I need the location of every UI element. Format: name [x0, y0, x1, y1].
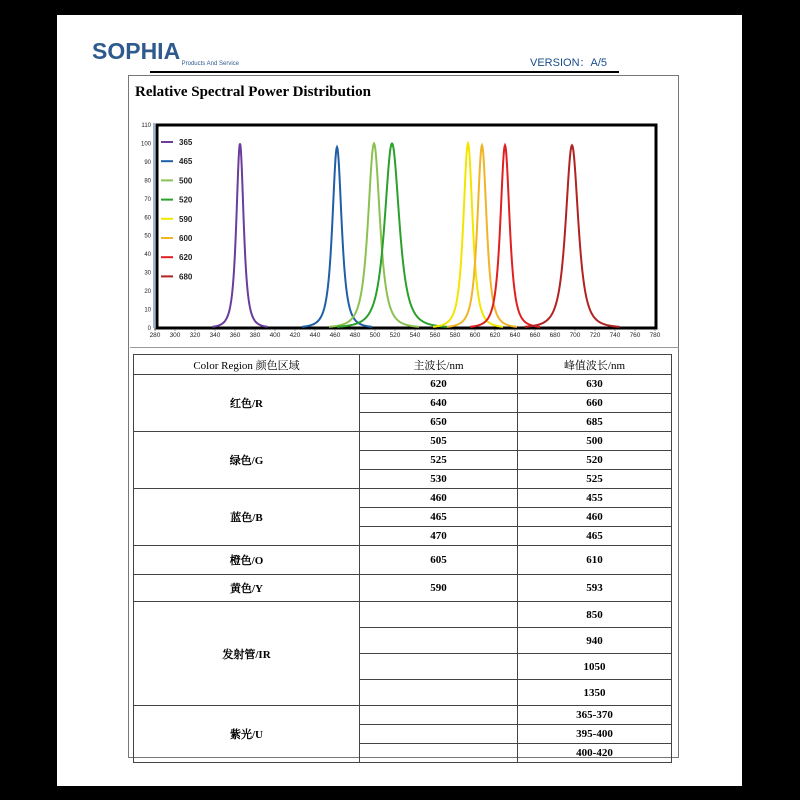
dominant-wavelength-cell [360, 654, 518, 680]
peak-wavelength-cell: 685 [518, 413, 672, 432]
dominant-wavelength-cell: 525 [360, 451, 518, 470]
peak-wavelength-cell: 465 [518, 527, 672, 546]
x-tick-label: 440 [309, 332, 321, 339]
legend-label-600: 600 [179, 234, 193, 243]
peak-wavelength-cell: 460 [518, 508, 672, 527]
region-cell: 黄色/Y [134, 575, 360, 602]
region-cell: 绿色/G [134, 432, 360, 489]
dominant-wavelength-cell [360, 628, 518, 654]
x-tick-label: 420 [289, 332, 301, 339]
dominant-wavelength-cell: 460 [360, 489, 518, 508]
x-tick-label: 400 [269, 332, 281, 339]
x-tick-label: 760 [629, 332, 641, 339]
x-tick-label: 660 [529, 332, 541, 339]
x-tick-label: 700 [569, 332, 581, 339]
peak-wavelength-cell: 455 [518, 489, 672, 508]
legend-label-365: 365 [179, 138, 193, 147]
table-row [134, 375, 672, 394]
table-header-row [134, 355, 672, 375]
x-tick-label: 560 [429, 332, 441, 339]
dominant-wavelength-cell [360, 706, 518, 725]
peak-wavelength-cell: 525 [518, 470, 672, 489]
legend-label-465: 465 [179, 157, 193, 167]
x-tick-label: 600 [469, 332, 481, 339]
x-tick-label: 380 [249, 332, 261, 339]
x-tick-label: 300 [169, 332, 181, 339]
y-tick-label: 100 [140, 141, 151, 148]
table-row [134, 432, 672, 451]
x-tick-label: 740 [609, 332, 621, 339]
sophia-logo [92, 39, 239, 67]
series-line-520 [337, 143, 447, 326]
x-tick-label: 460 [329, 332, 341, 339]
table-row [134, 706, 672, 725]
peak-wavelength-cell: 610 [518, 546, 672, 575]
spectral-chart [135, 117, 670, 342]
y-tick-label: 30 [144, 270, 151, 277]
region-cell: 发射管/IR [134, 602, 360, 706]
section-divider [130, 347, 679, 348]
x-tick-label: 520 [389, 332, 401, 339]
version-label: VERSION：A/5 [530, 57, 608, 69]
x-tick-label: 320 [189, 332, 201, 339]
y-tick-label: 80 [144, 178, 151, 185]
x-tick-label: 620 [489, 332, 501, 339]
x-tick-label: 680 [549, 332, 561, 339]
dominant-wavelength-cell: 650 [360, 413, 518, 432]
dominant-wavelength-cell: 620 [360, 375, 518, 394]
peak-wavelength-cell: 395-400 [518, 725, 672, 744]
peak-wavelength-cell: 850 [518, 602, 672, 628]
region-cell: 红色/R [134, 375, 360, 432]
header-color-region: Color Region 颜色区域 [134, 355, 360, 375]
y-tick-label: 60 [144, 215, 151, 222]
series-line-365 [213, 143, 268, 326]
y-tick-label: 10 [144, 307, 151, 314]
legend-label-520: 520 [179, 195, 193, 205]
y-tick-label: 50 [144, 233, 151, 240]
legend-label-680: 680 [179, 272, 193, 282]
dominant-wavelength-cell: 605 [360, 546, 518, 575]
dominant-wavelength-cell: 640 [360, 394, 518, 413]
logo-text: SOPHIA [92, 38, 181, 64]
header-peak-wavelength: 峰值波长/nm [518, 355, 672, 375]
x-tick-label: 360 [229, 332, 241, 339]
region-cell: 蓝色/B [134, 489, 360, 546]
peak-wavelength-cell: 940 [518, 628, 672, 654]
series-line-465 [302, 147, 372, 327]
region-cell: 橙色/O [134, 546, 360, 575]
dominant-wavelength-cell: 465 [360, 508, 518, 527]
peak-wavelength-cell: 365-370 [518, 706, 672, 725]
dominant-wavelength-cell: 530 [360, 470, 518, 489]
table-row [134, 575, 672, 602]
peak-wavelength-cell: 593 [518, 575, 672, 602]
peak-wavelength-cell: 500 [518, 432, 672, 451]
series-line-680 [525, 145, 620, 327]
y-tick-label: 70 [144, 196, 151, 203]
y-tick-label: 110 [141, 123, 151, 129]
peak-wavelength-cell: 1350 [518, 680, 672, 706]
header-dominant-wavelength: 主波长/nm [360, 355, 518, 375]
dominant-wavelength-cell [360, 602, 518, 628]
legend-label-500: 500 [179, 176, 193, 186]
region-cell: 紫光/U [134, 706, 360, 763]
header-divider [150, 71, 619, 73]
x-tick-label: 480 [349, 332, 361, 339]
y-tick-label: 20 [144, 289, 151, 296]
dominant-wavelength-cell: 590 [360, 575, 518, 602]
x-tick-label: 540 [409, 332, 421, 339]
wavelength-table [133, 354, 672, 763]
peak-wavelength-cell: 630 [518, 375, 672, 394]
table-row [134, 602, 672, 628]
dominant-wavelength-cell: 505 [360, 432, 518, 451]
x-tick-label: 280 [149, 332, 161, 339]
x-tick-label: 780 [649, 332, 661, 339]
peak-wavelength-cell: 660 [518, 394, 672, 413]
legend-label-620: 620 [179, 253, 193, 263]
table-row [134, 489, 672, 508]
dominant-wavelength-cell [360, 680, 518, 706]
x-tick-label: 640 [509, 332, 521, 339]
chart-title: Relative Spectral Power Distribution [135, 84, 371, 100]
x-tick-label: 500 [369, 332, 381, 339]
dominant-wavelength-cell [360, 725, 518, 744]
y-tick-label: 90 [144, 159, 151, 166]
table-row [134, 546, 672, 575]
x-tick-label: 580 [449, 332, 461, 339]
x-tick-label: 340 [209, 332, 221, 339]
y-tick-label: 40 [144, 252, 151, 259]
logo-tagline: Products And Service [181, 61, 239, 67]
y-tick-label: 0 [147, 326, 151, 332]
peak-wavelength-cell: 400-420 [518, 744, 672, 763]
peak-wavelength-cell: 520 [518, 451, 672, 470]
x-tick-label: 720 [589, 332, 601, 339]
dominant-wavelength-cell: 470 [360, 527, 518, 546]
dominant-wavelength-cell [360, 744, 518, 763]
peak-wavelength-cell: 1050 [518, 654, 672, 680]
legend-label-590: 590 [179, 214, 193, 224]
